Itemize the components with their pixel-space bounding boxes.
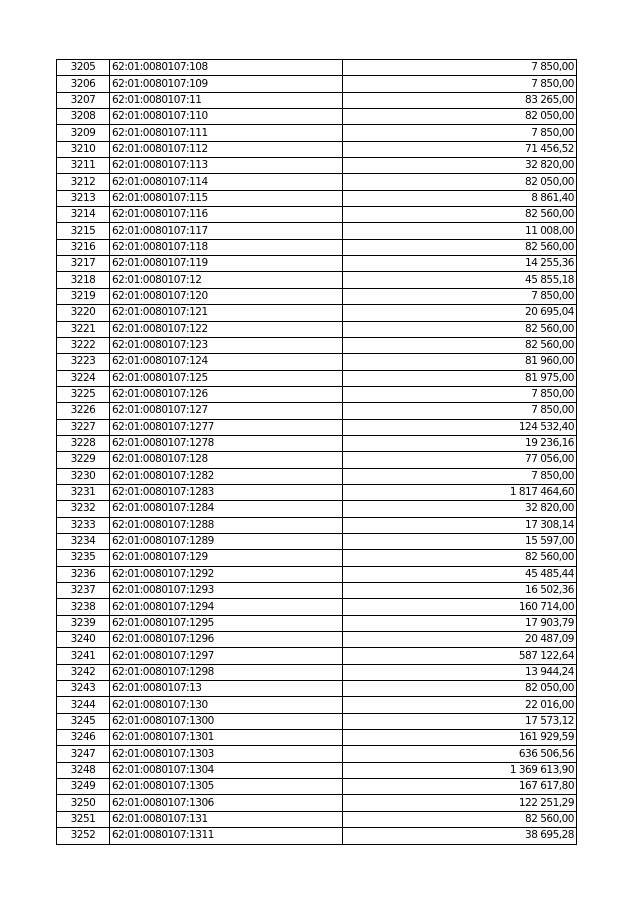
table-row	[57, 533, 577, 549]
row-number-cell: 3207	[57, 92, 110, 108]
row-number-cell: 3205	[57, 60, 110, 76]
cadastral-value-cell: 82 560,00	[343, 207, 577, 223]
cadastral-number-cell: 62:01:0080107:114	[110, 174, 343, 190]
cadastral-number-cell: 62:01:0080107:130	[110, 697, 343, 713]
cadastral-value-cell: 17 573,12	[343, 713, 577, 729]
cadastral-value-cell: 82 050,00	[343, 174, 577, 190]
cadastral-value-cell: 83 265,00	[343, 92, 577, 108]
table-row	[57, 109, 577, 125]
row-number-cell: 3226	[57, 403, 110, 419]
cadastral-number-cell: 62:01:0080107:1282	[110, 468, 343, 484]
cadastral-value-cell: 7 850,00	[343, 125, 577, 141]
table-row	[57, 697, 577, 713]
cadastral-value-cell: 14 255,36	[343, 256, 577, 272]
table-row	[57, 92, 577, 108]
cadastral-number-cell: 62:01:0080107:1294	[110, 599, 343, 615]
cadastral-value-cell: 1 817 464,60	[343, 484, 577, 500]
cadastral-value-cell: 16 502,36	[343, 583, 577, 599]
cadastral-number-cell: 62:01:0080107:131	[110, 811, 343, 827]
table-row	[57, 632, 577, 648]
cadastral-number-cell: 62:01:0080107:1293	[110, 583, 343, 599]
cadastral-number-cell: 62:01:0080107:122	[110, 321, 343, 337]
cadastral-number-cell: 62:01:0080107:12	[110, 272, 343, 288]
table-row	[57, 207, 577, 223]
cadastral-value-cell: 32 820,00	[343, 501, 577, 517]
table-row	[57, 795, 577, 811]
table-row	[57, 615, 577, 631]
row-number-cell: 3247	[57, 746, 110, 762]
table-row	[57, 158, 577, 174]
row-number-cell: 3210	[57, 141, 110, 157]
table-row	[57, 452, 577, 468]
table-row	[57, 141, 577, 157]
table-row	[57, 811, 577, 827]
cadastral-value-cell: 82 050,00	[343, 681, 577, 697]
table-row	[57, 386, 577, 402]
row-number-cell: 3212	[57, 174, 110, 190]
cadastral-number-cell: 62:01:0080107:13	[110, 681, 343, 697]
row-number-cell: 3231	[57, 484, 110, 500]
cadastral-value-cell: 32 820,00	[343, 158, 577, 174]
cadastral-number-cell: 62:01:0080107:118	[110, 239, 343, 255]
cadastral-value-cell: 19 236,16	[343, 435, 577, 451]
cadastral-value-cell: 11 008,00	[343, 223, 577, 239]
cadastral-value-cell: 7 850,00	[343, 403, 577, 419]
row-number-cell: 3233	[57, 517, 110, 533]
cadastral-number-cell: 62:01:0080107:1303	[110, 746, 343, 762]
table-row	[57, 256, 577, 272]
cadastral-number-cell: 62:01:0080107:124	[110, 354, 343, 370]
cadastral-number-cell: 62:01:0080107:119	[110, 256, 343, 272]
cadastral-number-cell: 62:01:0080107:11	[110, 92, 343, 108]
row-number-cell: 3228	[57, 435, 110, 451]
cadastral-value-cell: 7 850,00	[343, 386, 577, 402]
row-number-cell: 3224	[57, 370, 110, 386]
cadastral-number-cell: 62:01:0080107:120	[110, 288, 343, 304]
cadastral-value-cell: 8 861,40	[343, 190, 577, 206]
row-number-cell: 3235	[57, 550, 110, 566]
cadastral-number-cell: 62:01:0080107:1284	[110, 501, 343, 517]
row-number-cell: 3229	[57, 452, 110, 468]
row-number-cell: 3208	[57, 109, 110, 125]
cadastral-number-cell: 62:01:0080107:1298	[110, 664, 343, 680]
row-number-cell: 3218	[57, 272, 110, 288]
cadastral-value-cell: 587 122,64	[343, 648, 577, 664]
row-number-cell: 3248	[57, 762, 110, 778]
row-number-cell: 3237	[57, 583, 110, 599]
cadastral-value-cell: 7 850,00	[343, 468, 577, 484]
cadastral-number-cell: 62:01:0080107:121	[110, 305, 343, 321]
cadastral-value-cell: 17 903,79	[343, 615, 577, 631]
table-row	[57, 370, 577, 386]
table-row	[57, 419, 577, 435]
row-number-cell: 3213	[57, 190, 110, 206]
cadastral-number-cell: 62:01:0080107:1278	[110, 435, 343, 451]
cadastral-value-cell: 13 944,24	[343, 664, 577, 680]
cadastral-number-cell: 62:01:0080107:1277	[110, 419, 343, 435]
cadastral-number-cell: 62:01:0080107:111	[110, 125, 343, 141]
cadastral-number-cell: 62:01:0080107:1297	[110, 648, 343, 664]
table-row	[57, 566, 577, 582]
cadastral-value-cell: 22 016,00	[343, 697, 577, 713]
cadastral-number-cell: 62:01:0080107:117	[110, 223, 343, 239]
cadastre-value-table	[56, 59, 577, 845]
row-number-cell: 3222	[57, 337, 110, 353]
row-number-cell: 3217	[57, 256, 110, 272]
cadastral-value-cell: 82 560,00	[343, 550, 577, 566]
table-row	[57, 746, 577, 762]
row-number-cell: 3249	[57, 779, 110, 795]
cadastral-value-cell: 167 617,80	[343, 779, 577, 795]
cadastral-value-cell: 77 056,00	[343, 452, 577, 468]
table-row	[57, 681, 577, 697]
cadastral-number-cell: 62:01:0080107:1292	[110, 566, 343, 582]
cadastral-number-cell: 62:01:0080107:113	[110, 158, 343, 174]
table-row	[57, 337, 577, 353]
cadastral-number-cell: 62:01:0080107:127	[110, 403, 343, 419]
cadastral-value-cell: 7 850,00	[343, 288, 577, 304]
cadastral-number-cell: 62:01:0080107:128	[110, 452, 343, 468]
cadastral-value-cell: 71 456,52	[343, 141, 577, 157]
cadastral-number-cell: 62:01:0080107:1283	[110, 484, 343, 500]
cadastral-number-cell: 62:01:0080107:1289	[110, 533, 343, 549]
row-number-cell: 3215	[57, 223, 110, 239]
row-number-cell: 3225	[57, 386, 110, 402]
cadastral-number-cell: 62:01:0080107:1311	[110, 828, 343, 844]
row-number-cell: 3220	[57, 305, 110, 321]
row-number-cell: 3227	[57, 419, 110, 435]
cadastral-number-cell: 62:01:0080107:1304	[110, 762, 343, 778]
cadastral-number-cell: 62:01:0080107:1301	[110, 730, 343, 746]
cadastral-number-cell: 62:01:0080107:1306	[110, 795, 343, 811]
row-number-cell: 3238	[57, 599, 110, 615]
row-number-cell: 3230	[57, 468, 110, 484]
cadastral-number-cell: 62:01:0080107:123	[110, 337, 343, 353]
table-row	[57, 517, 577, 533]
row-number-cell: 3251	[57, 811, 110, 827]
cadastral-value-cell: 45 855,18	[343, 272, 577, 288]
row-number-cell: 3242	[57, 664, 110, 680]
table-row	[57, 664, 577, 680]
cadastral-number-cell: 62:01:0080107:126	[110, 386, 343, 402]
cadastral-number-cell: 62:01:0080107:108	[110, 60, 343, 76]
cadastral-number-cell: 62:01:0080107:125	[110, 370, 343, 386]
cadastral-value-cell: 7 850,00	[343, 76, 577, 92]
cadastral-number-cell: 62:01:0080107:116	[110, 207, 343, 223]
cadastral-number-cell: 62:01:0080107:1305	[110, 779, 343, 795]
cadastral-value-cell: 82 560,00	[343, 321, 577, 337]
cadastral-value-cell: 82 560,00	[343, 239, 577, 255]
table-row	[57, 60, 577, 76]
cadastral-number-cell: 62:01:0080107:112	[110, 141, 343, 157]
table-row	[57, 779, 577, 795]
cadastral-value-cell: 636 506,56	[343, 746, 577, 762]
row-number-cell: 3206	[57, 76, 110, 92]
cadastral-value-cell: 20 487,09	[343, 632, 577, 648]
cadastral-value-cell: 7 850,00	[343, 60, 577, 76]
cadastral-number-cell: 62:01:0080107:1295	[110, 615, 343, 631]
table-row	[57, 305, 577, 321]
row-number-cell: 3250	[57, 795, 110, 811]
table-row	[57, 484, 577, 500]
cadastral-value-cell: 15 597,00	[343, 533, 577, 549]
table-row	[57, 174, 577, 190]
table-row	[57, 239, 577, 255]
row-number-cell: 3246	[57, 730, 110, 746]
row-number-cell: 3241	[57, 648, 110, 664]
table-row	[57, 762, 577, 778]
row-number-cell: 3234	[57, 533, 110, 549]
table-row	[57, 272, 577, 288]
row-number-cell: 3236	[57, 566, 110, 582]
cadastral-value-cell: 82 560,00	[343, 811, 577, 827]
cadastral-value-cell: 20 695,04	[343, 305, 577, 321]
row-number-cell: 3252	[57, 828, 110, 844]
cadastral-value-cell: 124 532,40	[343, 419, 577, 435]
table-row	[57, 713, 577, 729]
table-row	[57, 403, 577, 419]
table-row	[57, 730, 577, 746]
table-row	[57, 435, 577, 451]
row-number-cell: 3219	[57, 288, 110, 304]
cadastral-value-cell: 45 485,44	[343, 566, 577, 582]
table-row	[57, 223, 577, 239]
row-number-cell: 3221	[57, 321, 110, 337]
row-number-cell: 3214	[57, 207, 110, 223]
cadastral-value-cell: 17 308,14	[343, 517, 577, 533]
row-number-cell: 3243	[57, 681, 110, 697]
row-number-cell: 3244	[57, 697, 110, 713]
cadastral-value-cell: 81 960,00	[343, 354, 577, 370]
cadastral-value-cell: 1 369 613,90	[343, 762, 577, 778]
row-number-cell: 3239	[57, 615, 110, 631]
table-row	[57, 468, 577, 484]
table-row	[57, 501, 577, 517]
cadastral-number-cell: 62:01:0080107:129	[110, 550, 343, 566]
row-number-cell: 3232	[57, 501, 110, 517]
table-row	[57, 599, 577, 615]
cadastral-value-cell: 81 975,00	[343, 370, 577, 386]
row-number-cell: 3216	[57, 239, 110, 255]
table-row	[57, 550, 577, 566]
row-number-cell: 3223	[57, 354, 110, 370]
row-number-cell: 3245	[57, 713, 110, 729]
cadastral-number-cell: 62:01:0080107:110	[110, 109, 343, 125]
table-row	[57, 190, 577, 206]
table-row	[57, 76, 577, 92]
cadastral-value-cell: 82 560,00	[343, 337, 577, 353]
table-row	[57, 288, 577, 304]
cadastral-number-cell: 62:01:0080107:115	[110, 190, 343, 206]
cadastral-value-cell: 38 695,28	[343, 828, 577, 844]
cadastral-number-cell: 62:01:0080107:1296	[110, 632, 343, 648]
cadastral-value-cell: 82 050,00	[343, 109, 577, 125]
table-row	[57, 125, 577, 141]
table-row	[57, 828, 577, 844]
table-row	[57, 648, 577, 664]
row-number-cell: 3209	[57, 125, 110, 141]
table-row	[57, 321, 577, 337]
cadastral-number-cell: 62:01:0080107:109	[110, 76, 343, 92]
cadastral-number-cell: 62:01:0080107:1300	[110, 713, 343, 729]
table-row	[57, 583, 577, 599]
cadastral-value-cell: 161 929,59	[343, 730, 577, 746]
cadastral-number-cell: 62:01:0080107:1288	[110, 517, 343, 533]
cadastral-value-cell: 122 251,29	[343, 795, 577, 811]
row-number-cell: 3240	[57, 632, 110, 648]
table-row	[57, 354, 577, 370]
cadastral-value-cell: 160 714,00	[343, 599, 577, 615]
table-body	[57, 60, 577, 845]
row-number-cell: 3211	[57, 158, 110, 174]
